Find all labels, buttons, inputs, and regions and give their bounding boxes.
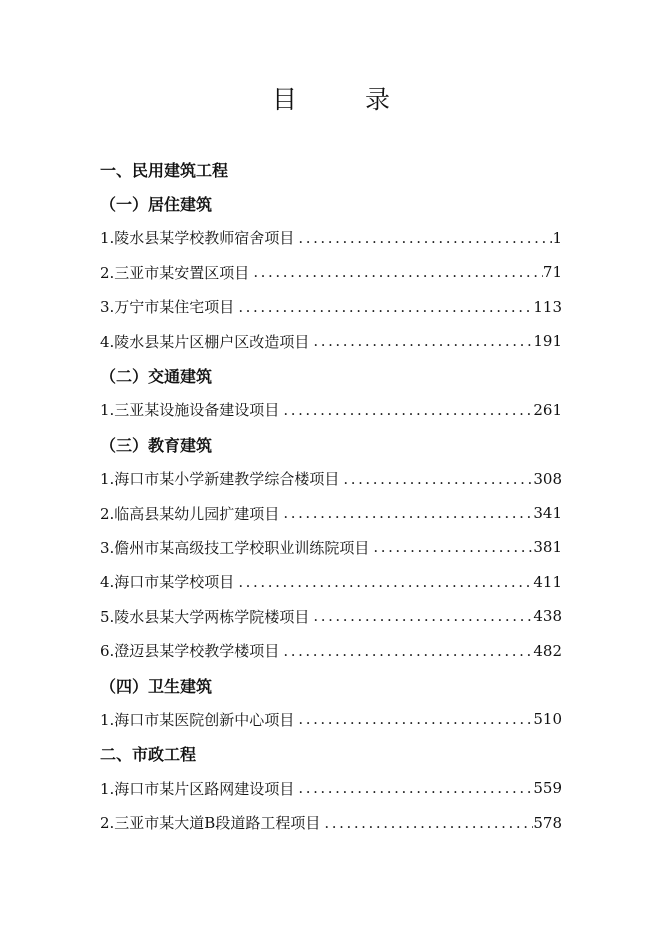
dot-leader bbox=[294, 710, 533, 728]
toc-entry-label: 1.陵水县某学校教师宿舍项目 bbox=[100, 229, 295, 248]
toc-page-number: 1 bbox=[552, 228, 562, 247]
dot-leader bbox=[320, 814, 533, 832]
dot-leader bbox=[279, 401, 533, 419]
dot-leader bbox=[249, 263, 543, 281]
toc-page-number: 113 bbox=[533, 297, 562, 316]
dot-leader bbox=[309, 607, 533, 625]
toc-entry-label: 5.陵水县某大学两栋学院楼项目 bbox=[100, 607, 310, 626]
toc-page-number: 308 bbox=[533, 469, 562, 488]
toc-section-heading: 二、市政工程 bbox=[100, 745, 197, 765]
toc-entry-label: 1.海口市某片区路网建设项目 bbox=[100, 779, 295, 798]
toc-subsection-heading: （二）交通建筑 bbox=[100, 367, 213, 387]
toc-entry bbox=[100, 462, 562, 496]
toc-entry-label: 2.三亚市某大道B段道路工程项目 bbox=[100, 814, 321, 833]
toc-subsection-heading: （四）卫生建筑 bbox=[100, 676, 213, 696]
toc-entry-label: 4.海口市某学校项目 bbox=[100, 573, 235, 592]
toc-entry-label: 4.陵水县某片区棚户区改造项目 bbox=[100, 332, 310, 351]
dot-leader bbox=[294, 229, 552, 247]
dot-leader bbox=[234, 573, 533, 591]
dot-leader bbox=[339, 470, 533, 488]
toc-entry-label: 2.临高县某幼儿园扩建项目 bbox=[100, 504, 280, 523]
toc-page-number: 438 bbox=[533, 607, 562, 626]
toc-entry-label: 1.海口市某小学新建教学综合楼项目 bbox=[100, 470, 340, 489]
toc-entry-label: 3.万宁市某住宅项目 bbox=[100, 298, 235, 317]
toc-page-number: 559 bbox=[533, 779, 562, 798]
dot-leader bbox=[369, 538, 533, 556]
toc-subsection-heading: （三）教育建筑 bbox=[100, 435, 213, 455]
table-of-contents bbox=[100, 152, 562, 840]
toc-entry-label: 6.澄迈县某学校教学楼项目 bbox=[100, 642, 280, 661]
toc-entry bbox=[100, 496, 562, 530]
toc-section-heading: 一、民用建筑工程 bbox=[100, 160, 229, 180]
toc-entry bbox=[100, 530, 562, 564]
toc-page-number: 578 bbox=[533, 813, 562, 832]
toc-entry bbox=[100, 702, 562, 736]
toc-page-number: 411 bbox=[533, 572, 562, 591]
toc-subsection-heading: （一）居住建筑 bbox=[100, 195, 213, 215]
toc-entry-label: 1.海口市某医院创新中心项目 bbox=[100, 710, 295, 729]
page-title: 目 录 bbox=[272, 85, 420, 114]
toc-entry bbox=[100, 565, 562, 599]
toc-page-number: 261 bbox=[533, 400, 562, 419]
dot-leader bbox=[279, 642, 533, 660]
dot-leader bbox=[279, 504, 533, 522]
toc-page-number: 510 bbox=[533, 710, 562, 729]
dot-leader bbox=[309, 332, 533, 350]
toc-entry bbox=[100, 633, 562, 667]
toc-page-number: 71 bbox=[542, 263, 562, 282]
toc-entry bbox=[100, 599, 562, 633]
toc-entry bbox=[100, 393, 562, 427]
toc-entry bbox=[100, 221, 562, 255]
toc-page-number: 341 bbox=[533, 504, 562, 523]
dot-leader bbox=[294, 779, 533, 797]
toc-entry bbox=[100, 324, 562, 358]
toc-entry bbox=[100, 805, 562, 839]
toc-entry bbox=[100, 255, 562, 289]
dot-leader bbox=[234, 298, 533, 316]
toc-page-number: 482 bbox=[533, 641, 562, 660]
toc-entry-label: 2.三亚市某安置区项目 bbox=[100, 263, 250, 282]
toc-entry bbox=[100, 290, 562, 324]
toc-entry-label: 3.儋州市某高级技工学校职业训练院项目 bbox=[100, 538, 370, 557]
toc-entry-label: 1.三亚某设施设备建设项目 bbox=[100, 401, 280, 420]
toc-page-number: 191 bbox=[533, 332, 562, 351]
toc-entry bbox=[100, 771, 562, 805]
toc-page-number: 381 bbox=[533, 538, 562, 557]
